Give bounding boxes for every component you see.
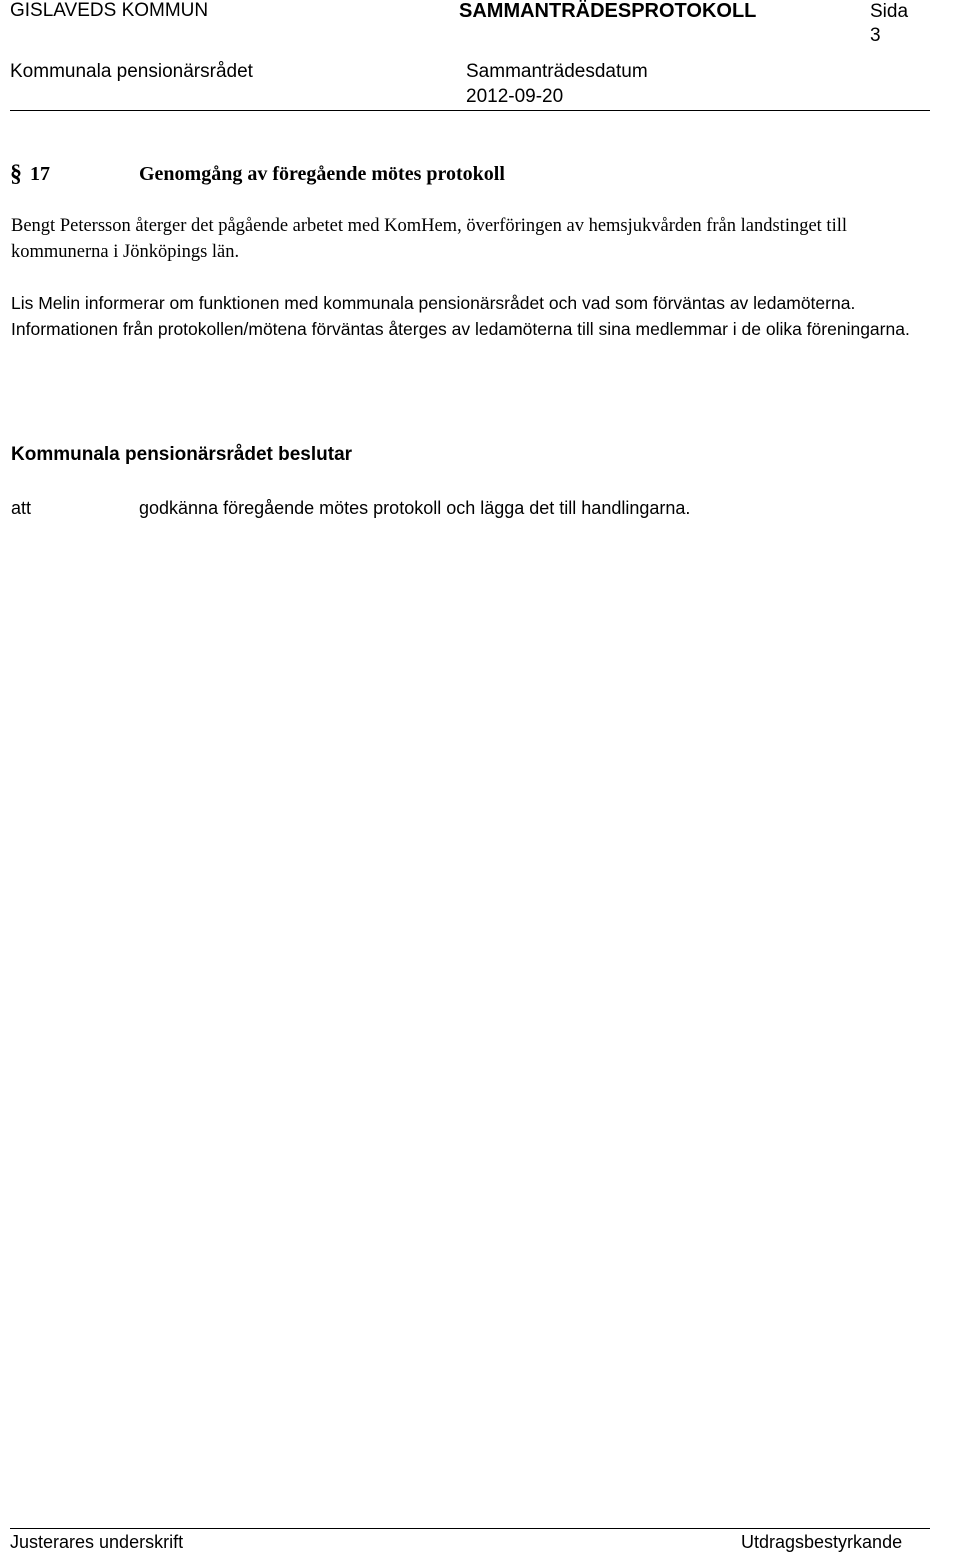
decision-heading: Kommunala pensionärsrådet beslutar [11, 444, 353, 465]
paragraph-1: Bengt Petersson återger det pågående arbetet med KomHem, överföringen av hemsjukvården från landstinget till kommunerna i Jönköpings län. [11, 216, 847, 262]
paragraph-symbol: § [10, 161, 22, 187]
header-rule [10, 110, 930, 111]
decision-text: godkänna föregående mötes protokoll och lägga det till handlingarna. [139, 498, 691, 518]
footer-certification-label: Utdragsbestyrkande [741, 1532, 903, 1552]
page-label: Sida [870, 1, 909, 22]
paragraph-2: Lis Melin informerar om funktionen med kommunala pensionärsrådet och vad som förväntas av ledamöterna. Informationen från protokollen/mötena förväntas återges av ledamöterna till sina medlemmar i de olika föreningarna. [11, 293, 910, 339]
section-title: Genomgång av föregående mötes protokoll [139, 163, 505, 185]
page-number: 3 [870, 25, 881, 46]
att-label: att [11, 498, 32, 518]
document-type: SAMMANTRÄDESPROTOKOLL [459, 0, 757, 22]
body-name: Kommunala pensionärsrådet [10, 61, 253, 82]
footer-rule [10, 1528, 930, 1529]
municipality-name: GISLAVEDS KOMMUN [10, 0, 209, 21]
section-number: 17 [30, 163, 50, 185]
meeting-date: 2012-09-20 [466, 86, 564, 107]
date-label: Sammanträdesdatum [466, 61, 648, 82]
footer-signature-label: Justerares underskrift [10, 1532, 184, 1552]
